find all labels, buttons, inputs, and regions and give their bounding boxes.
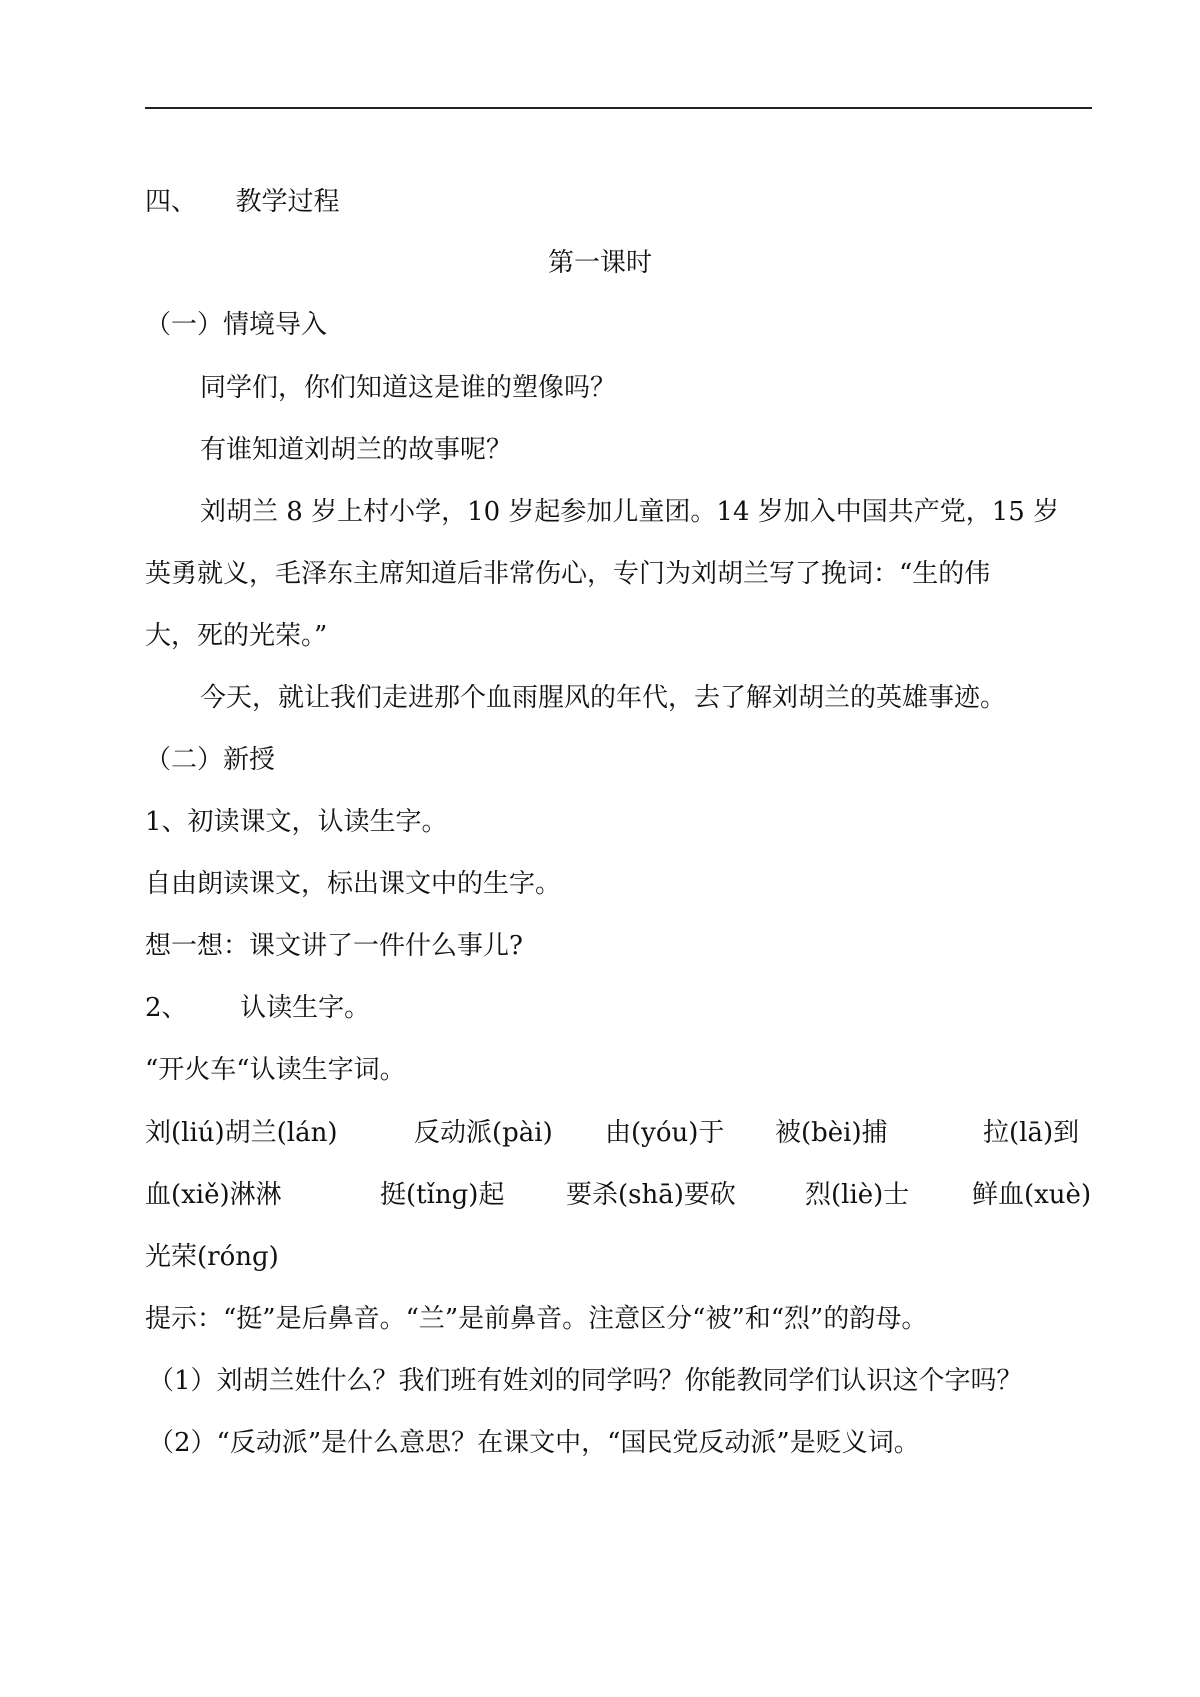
part2-heading: （二）新授 [145, 745, 276, 775]
vocab-word: 被(bèi)捕 [775, 1118, 888, 1148]
story-line: 英勇就义，毛泽东主席知道后非常伤心，专门为刘胡兰写了挽词：“生的伟 [145, 559, 991, 589]
step1-line: 想一想：课文讲了一件什么事儿? [145, 931, 523, 961]
story-line: 大，死的光荣。” [145, 621, 328, 651]
vocab-word: 挺(tǐnɡ)起 [380, 1180, 505, 1210]
step2-label: 认读生字。 [240, 993, 371, 1023]
step1-title: 1、初读课文，认读生字。 [145, 807, 448, 837]
step2-intro: “开火车“认读生字词。 [145, 1055, 406, 1085]
part1-heading: （一）情境导入 [145, 310, 328, 340]
tip-text: 提示：“挺”是后鼻音。“兰”是前鼻音。注意区分“被”和“烈”的韵母。 [145, 1304, 928, 1334]
vocab-word: 鲜血(xuè) [972, 1180, 1092, 1210]
step2-title [145, 991, 370, 1025]
vocab-word: 光荣(rónɡ) [145, 1242, 279, 1272]
vocab-word: 拉(lā)到 [983, 1118, 1080, 1148]
section-heading [145, 185, 340, 219]
question: （2）“反动派”是什么意思？在课文中，“国民党反动派”是贬义词。 [148, 1428, 920, 1458]
vocab-word: 由(yóu)于 [605, 1118, 725, 1148]
step2-number: 2、 [145, 993, 188, 1023]
step1-line: 自由朗读课文，标出课文中的生字。 [145, 869, 562, 899]
header-rule [145, 107, 1092, 109]
section-title: 教学过程 [235, 187, 340, 217]
vocab-word: 反动派(pài) [414, 1118, 553, 1148]
vocab-word: 烈(liè)士 [805, 1180, 910, 1210]
question: （1）刘胡兰姓什么？我们班有姓刘的同学吗？你能教同学们认识这个字吗？ [148, 1366, 1023, 1396]
vocab-word: 要杀(shā)要砍 [566, 1180, 736, 1210]
vocab-word: 刘(liú)胡兰(lán) [145, 1118, 338, 1148]
closing-paragraph: 今天，就让我们走进那个血雨腥风的年代，去了解刘胡兰的英雄事迹。 [200, 683, 1007, 713]
section-number: 四、 [145, 187, 198, 217]
lesson-title: 第一课时 [547, 248, 652, 278]
story-line: 刘胡兰 8 岁上村小学，10 岁起参加儿童团。14 岁加入中国共产党，15 岁 [200, 497, 1060, 527]
paragraph: 有谁知道刘胡兰的故事呢？ [200, 435, 513, 465]
paragraph: 同学们，你们知道这是谁的塑像吗？ [200, 373, 617, 403]
vocab-word: 血(xiě)淋淋 [145, 1180, 282, 1210]
